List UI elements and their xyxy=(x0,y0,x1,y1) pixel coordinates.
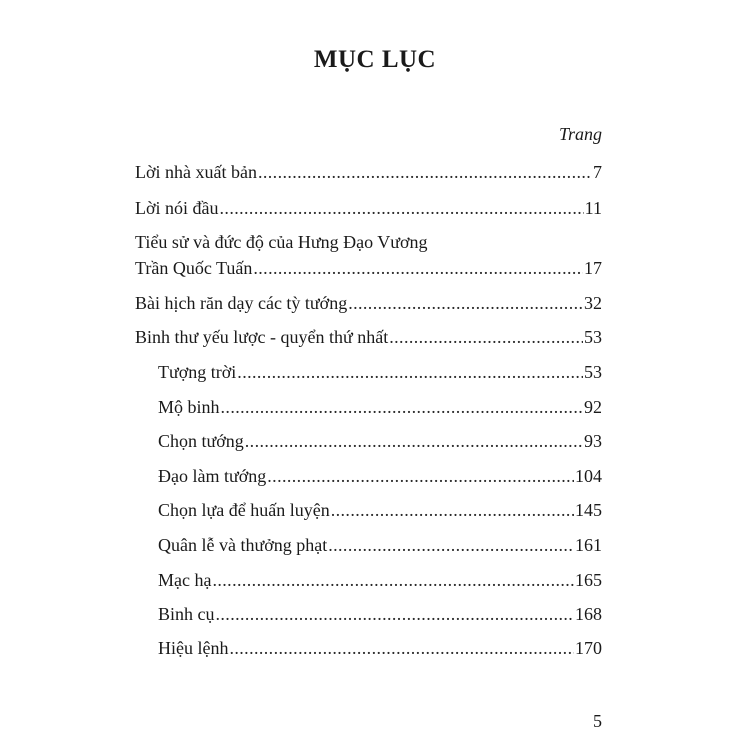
toc-entry-title: Lời nhà xuất bản xyxy=(135,162,257,182)
toc-subentry-title: Binh cụ xyxy=(158,604,215,624)
toc-subentry-title: Tượng trời xyxy=(158,362,237,382)
toc-entry xyxy=(135,160,602,184)
toc-subentry xyxy=(158,429,602,453)
dot-leader xyxy=(237,360,583,384)
dot-leader xyxy=(229,636,574,660)
toc-subentry xyxy=(158,360,602,384)
toc-entry-page: 53 xyxy=(584,327,602,347)
toc-subentry-title: Hiệu lệnh xyxy=(158,638,229,658)
toc-subentry xyxy=(158,533,602,557)
dot-leader xyxy=(220,196,584,220)
page-title: MỤC LỤC xyxy=(313,46,437,73)
dot-leader xyxy=(389,325,583,349)
toc-subentry-page: 53 xyxy=(584,362,602,382)
dot-leader xyxy=(245,429,583,453)
toc-subentry-title: Chọn lựa để huấn luyện xyxy=(158,500,330,520)
page-column-label: Trang xyxy=(558,124,602,144)
dot-leader xyxy=(258,160,592,184)
toc-subentry-page: 92 xyxy=(584,397,602,417)
toc-subentry-title: Chọn tướng xyxy=(158,431,244,451)
toc-subentry xyxy=(158,568,602,592)
toc-subentry-page: 168 xyxy=(575,604,602,624)
toc-subentry-title: Mạc hạ xyxy=(158,570,212,590)
toc-subentry-title: Đạo làm tướng xyxy=(158,466,267,486)
toc-entry-title: Bài hịch răn dạy các tỳ tướng xyxy=(135,293,348,313)
toc-entry-title: Lời nói đầu xyxy=(135,198,219,218)
toc-subentry-page: 170 xyxy=(575,638,602,658)
toc-subentry xyxy=(158,636,602,660)
dot-leader xyxy=(267,464,574,488)
dot-leader xyxy=(348,291,583,315)
toc-entry-page: 7 xyxy=(593,162,602,182)
toc-entry xyxy=(135,325,602,349)
toc-subentry xyxy=(158,395,602,419)
toc-subentry-title: Quân lễ và thưởng phạt xyxy=(158,535,328,555)
toc-entry-title: Trần Quốc Tuấn xyxy=(135,258,253,278)
dot-leader xyxy=(328,533,574,557)
toc-entry xyxy=(135,291,602,315)
dot-leader xyxy=(331,498,574,522)
dot-leader xyxy=(221,395,583,419)
dot-leader xyxy=(253,256,583,280)
toc-entry-title-line1: Tiểu sử và đức độ của Hưng Đạo Vương xyxy=(135,232,428,252)
toc-subentry-page: 93 xyxy=(584,431,602,451)
toc-subentry-page: 165 xyxy=(575,570,602,590)
toc-entry xyxy=(135,256,602,280)
toc-subentry xyxy=(158,498,602,522)
toc-entry-page: 11 xyxy=(584,198,602,218)
toc-subentry-page: 104 xyxy=(575,466,602,486)
toc-subentry xyxy=(158,464,602,488)
page-number: 5 xyxy=(593,711,602,731)
toc-entry-page: 17 xyxy=(584,258,602,278)
toc-subentry-page: 161 xyxy=(575,535,602,555)
toc-subentry-title: Mộ binh xyxy=(158,397,220,417)
toc-entry-title: Binh thư yếu lược - quyển thứ nhất xyxy=(135,327,389,347)
toc-subentry xyxy=(158,602,602,626)
dot-leader xyxy=(212,568,574,592)
dot-leader xyxy=(216,602,575,626)
toc-entry xyxy=(135,196,602,220)
toc-subentry-page: 145 xyxy=(575,500,602,520)
toc-entry-page: 32 xyxy=(584,293,602,313)
